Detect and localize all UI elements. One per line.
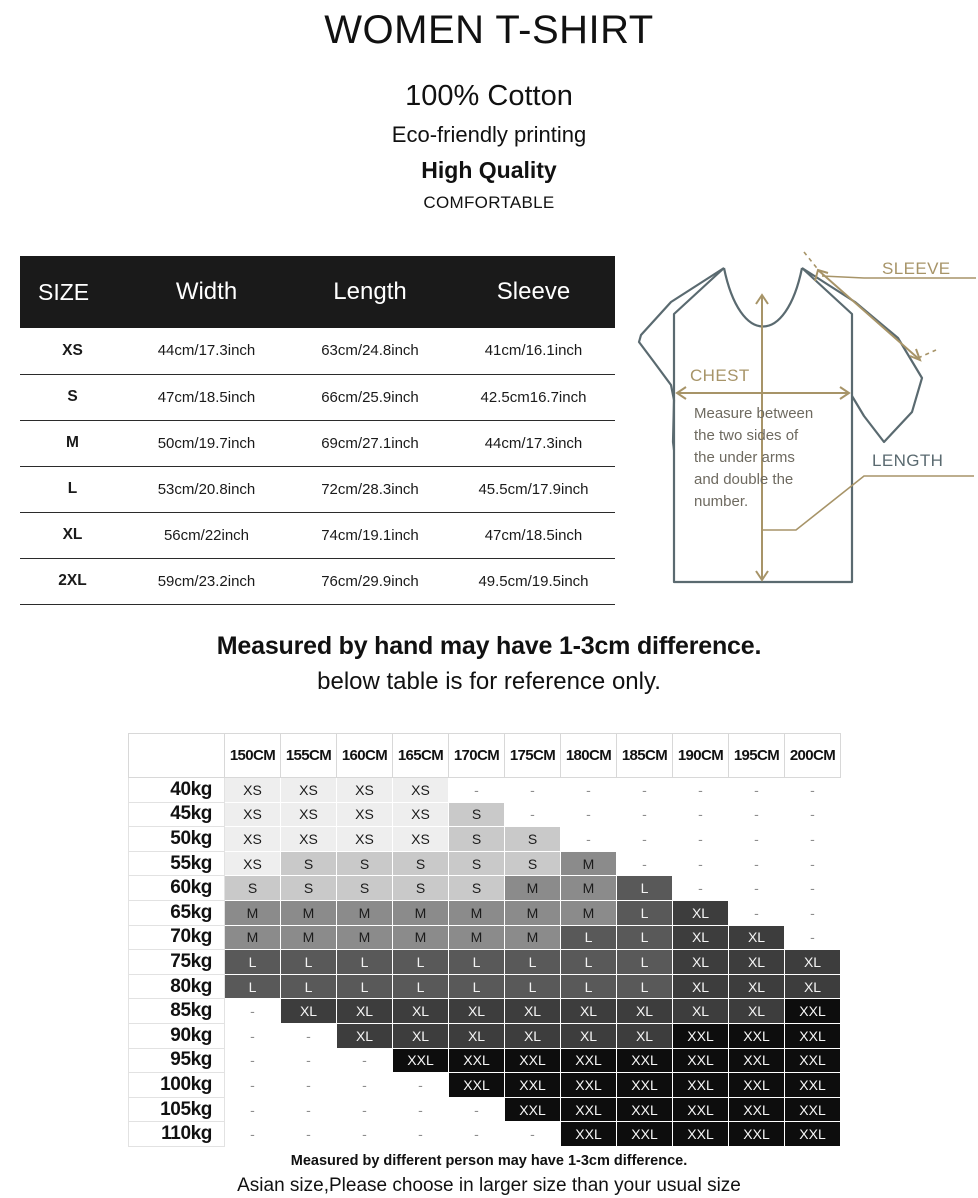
size-recommendation-cell: - [617, 802, 673, 827]
size-recommendation-cell: XL [505, 999, 561, 1024]
size-recommendation-cell: XXL [393, 1048, 449, 1073]
size-recommendation-cell: XXL [505, 1097, 561, 1122]
table-row [129, 999, 841, 1024]
size-recommendation-cell: - [561, 802, 617, 827]
size-recommendation-cell: L [617, 950, 673, 975]
weight-row-label: 40kg [129, 778, 225, 803]
size-cell-size: M [20, 420, 125, 466]
subtitle-quality: High Quality [421, 156, 557, 183]
size-recommendation-cell: XXL [673, 1097, 729, 1122]
size-recommendation-cell: XL [393, 1023, 449, 1048]
size-cell-size: XS [20, 328, 125, 374]
size-recommendation-cell: XXL [785, 1122, 841, 1147]
size-recommendation-cell: XL [729, 925, 785, 950]
footer-regular-line: Asian size,Please choose in larger size than your usual size [237, 1174, 741, 1196]
height-column-header: 170CM [449, 734, 505, 778]
size-recommendation-cell: - [393, 1122, 449, 1147]
size-recommendation-cell: XS [225, 827, 281, 852]
weight-row-label: 85kg [129, 999, 225, 1024]
size-recommendation-cell: L [561, 950, 617, 975]
size-recommendation-cell: S [281, 876, 337, 901]
height-column-header: 150CM [225, 734, 281, 778]
svg-text:Measure between: Measure between [694, 405, 814, 422]
size-recommendation-cell: S [505, 827, 561, 852]
table-row [129, 1122, 841, 1147]
size-recommendation-cell: - [729, 827, 785, 852]
size-recommendation-cell: M [393, 900, 449, 925]
size-recommendation-cell: XL [673, 925, 729, 950]
size-recommendation-cell: S [393, 876, 449, 901]
size-recommendation-cell: - [617, 851, 673, 876]
size-recommendation-cell: XS [393, 778, 449, 803]
size-recommendation-cell: XL [673, 974, 729, 999]
size-recommendation-cell: XS [281, 778, 337, 803]
size-recommendation-cell: XS [393, 827, 449, 852]
size-recommendation-cell: M [337, 900, 393, 925]
table-row [129, 802, 841, 827]
size-recommendation-cell: XL [673, 900, 729, 925]
table-row [20, 466, 615, 512]
size-recommendation-cell: XXL [561, 1048, 617, 1073]
height-column-header: 190CM [673, 734, 729, 778]
size-recommendation-cell: - [729, 900, 785, 925]
height-column-header: 165CM [393, 734, 449, 778]
size-cell-sleeve: 45.5cm/17.9inch [452, 466, 615, 512]
size-recommendation-cell: XL [281, 999, 337, 1024]
table-row [129, 1023, 841, 1048]
measurements-section [0, 250, 978, 615]
size-recommendation-cell: - [673, 851, 729, 876]
size-recommendation-cell: M [449, 925, 505, 950]
size-recommendation-cell: XL [673, 999, 729, 1024]
size-recommendation-cell: XS [337, 802, 393, 827]
weight-row-label: 110kg [129, 1122, 225, 1147]
size-recommendation-cell: - [505, 802, 561, 827]
size-cell-length: 76cm/29.9inch [288, 558, 452, 604]
size-recommendation-cell: L [281, 950, 337, 975]
table-row [129, 900, 841, 925]
svg-text:number.: number. [694, 493, 749, 510]
size-recommendation-cell: L [561, 974, 617, 999]
size-recommendation-cell: - [785, 876, 841, 901]
size-recommendation-cell: - [337, 1073, 393, 1098]
table-row [129, 1097, 841, 1122]
table-row [20, 512, 615, 558]
weight-row-label: 60kg [129, 876, 225, 901]
table-row [20, 328, 615, 374]
size-recommendation-cell: - [785, 851, 841, 876]
size-table-header-row [20, 256, 615, 328]
size-recommendation-cell: XL [561, 1023, 617, 1048]
size-recommendation-cell: - [449, 778, 505, 803]
size-recommendation-cell: S [449, 827, 505, 852]
size-recommendation-cell: - [225, 1023, 281, 1048]
size-recommendation-cell: XXL [673, 1073, 729, 1098]
size-recommendation-cell: - [561, 778, 617, 803]
size-recommendation-cell: - [729, 778, 785, 803]
sleeve-measure-arrow [815, 270, 920, 360]
size-recommendation-cell: L [225, 974, 281, 999]
size-recommendation-cell: L [617, 876, 673, 901]
size-recommendation-cell: XS [393, 802, 449, 827]
height-column-header: 180CM [561, 734, 617, 778]
height-weight-size-chart [128, 733, 840, 1147]
size-recommendation-cell: L [225, 950, 281, 975]
chart-corner-cell [129, 734, 225, 778]
size-recommendation-cell: XL [617, 999, 673, 1024]
size-recommendation-cell: L [337, 950, 393, 975]
size-recommendation-cell: L [449, 950, 505, 975]
size-recommendation-cell: - [673, 802, 729, 827]
size-recommendation-cell: - [449, 1097, 505, 1122]
size-recommendation-cell: L [505, 974, 561, 999]
size-recommendation-cell: S [449, 802, 505, 827]
size-recommendation-cell: XXL [505, 1048, 561, 1073]
size-recommendation-cell: XXL [617, 1122, 673, 1147]
size-recommendation-cell: - [337, 1097, 393, 1122]
size-recommendation-cell: XXL [673, 1122, 729, 1147]
size-recommendation-cell: M [225, 925, 281, 950]
size-recommendation-cell: S [393, 851, 449, 876]
weight-row-label: 70kg [129, 925, 225, 950]
measurement-disclaimer [0, 630, 978, 698]
size-recommendation-cell: XL [449, 999, 505, 1024]
column-header-sleeve: Sleeve [452, 256, 615, 328]
subtitle-comfort: COMFORTABLE [423, 192, 555, 212]
table-row [129, 1048, 841, 1073]
size-cell-length: 66cm/25.9inch [288, 374, 452, 420]
subtitle-printing: Eco-friendly printing [391, 122, 587, 148]
size-recommendation-cell: XL [729, 950, 785, 975]
size-recommendation-cell: XXL [561, 1122, 617, 1147]
height-column-header: 200CM [785, 734, 841, 778]
page-header [0, 0, 978, 213]
size-recommendation-cell: - [785, 802, 841, 827]
size-recommendation-cell: XL [785, 974, 841, 999]
size-recommendation-cell: M [505, 876, 561, 901]
tshirt-measurement-diagram [636, 250, 978, 610]
size-recommendation-cell: - [505, 1122, 561, 1147]
size-recommendation-cell: L [393, 974, 449, 999]
size-recommendation-cell: - [673, 876, 729, 901]
table-row [129, 974, 841, 999]
weight-row-label: 45kg [129, 802, 225, 827]
size-recommendation-cell: XXL [729, 1023, 785, 1048]
size-recommendation-cell: L [281, 974, 337, 999]
size-recommendation-cell: - [617, 778, 673, 803]
page-title: WOMEN T-SHIRT [324, 8, 654, 52]
size-recommendation-cell: XXL [673, 1048, 729, 1073]
size-recommendation-cell: - [225, 1097, 281, 1122]
disclaimer-regular-line: below table is for reference only. [317, 667, 661, 695]
size-recommendation-cell: - [281, 1097, 337, 1122]
size-cell-size: XL [20, 512, 125, 558]
size-recommendation-cell: - [281, 1048, 337, 1073]
size-recommendation-cell: XS [337, 778, 393, 803]
size-cell-width: 50cm/19.7inch [125, 420, 288, 466]
svg-text:the two sides of: the two sides of [694, 427, 799, 444]
size-recommendation-cell: - [449, 1122, 505, 1147]
size-recommendation-cell: S [281, 851, 337, 876]
weight-row-label: 80kg [129, 974, 225, 999]
column-header-length: Length [288, 256, 452, 328]
height-column-header: 185CM [617, 734, 673, 778]
size-recommendation-cell: - [785, 778, 841, 803]
table-row [129, 778, 841, 803]
size-recommendation-cell: XXL [617, 1097, 673, 1122]
size-recommendation-cell: - [561, 827, 617, 852]
size-recommendation-cell: S [337, 876, 393, 901]
size-cell-length: 63cm/24.8inch [288, 328, 452, 374]
size-cell-length: 69cm/27.1inch [288, 420, 452, 466]
table-row [20, 420, 615, 466]
size-recommendation-cell: M [449, 900, 505, 925]
size-cell-length: 72cm/28.3inch [288, 466, 452, 512]
size-recommendation-cell: M [281, 925, 337, 950]
height-column-header: 155CM [281, 734, 337, 778]
size-recommendation-cell: L [617, 925, 673, 950]
size-recommendation-cell: - [225, 1122, 281, 1147]
size-recommendation-cell: - [225, 1073, 281, 1098]
size-recommendation-cell: - [281, 1023, 337, 1048]
size-recommendation-cell: XXL [785, 1023, 841, 1048]
size-recommendation-cell: - [225, 999, 281, 1024]
size-cell-size: S [20, 374, 125, 420]
size-recommendation-cell: XXL [785, 1048, 841, 1073]
size-recommendation-cell: - [281, 1122, 337, 1147]
svg-text:the under arms: the under arms [694, 449, 795, 466]
weight-row-label: 105kg [129, 1097, 225, 1122]
size-recommendation-cell: XL [785, 950, 841, 975]
size-recommendation-cell: - [729, 876, 785, 901]
size-cell-width: 44cm/17.3inch [125, 328, 288, 374]
subtitle-material: 100% Cotton [405, 80, 573, 112]
height-column-header: 195CM [729, 734, 785, 778]
size-recommendation-cell: L [393, 950, 449, 975]
size-recommendation-cell: M [281, 900, 337, 925]
size-recommendation-cell: XXL [449, 1073, 505, 1098]
sleeve-label: SLEEVE [882, 259, 951, 278]
size-recommendation-cell: XS [225, 778, 281, 803]
height-column-header: 160CM [337, 734, 393, 778]
size-recommendation-cell: - [225, 1048, 281, 1073]
size-recommendation-cell: M [505, 900, 561, 925]
size-recommendation-cell: - [393, 1073, 449, 1098]
tshirt-outline-path [639, 268, 922, 582]
weight-row-label: 95kg [129, 1048, 225, 1073]
size-recommendation-cell: XL [673, 950, 729, 975]
column-header-width: Width [125, 256, 288, 328]
table-row [129, 876, 841, 901]
page-footer [0, 1152, 978, 1198]
size-cell-width: 56cm/22inch [125, 512, 288, 558]
size-recommendation-cell: XXL [729, 1097, 785, 1122]
size-recommendation-cell: XXL [785, 1073, 841, 1098]
size-recommendation-cell: XL [393, 999, 449, 1024]
size-recommendation-cell: XS [225, 851, 281, 876]
size-recommendation-cell: M [561, 900, 617, 925]
size-recommendation-cell: - [617, 827, 673, 852]
size-recommendation-cell: M [225, 900, 281, 925]
size-recommendation-cell: S [337, 851, 393, 876]
size-recommendation-cell: L [449, 974, 505, 999]
size-cell-size: 2XL [20, 558, 125, 604]
size-recommendation-cell: XL [337, 1023, 393, 1048]
size-recommendation-cell: M [561, 851, 617, 876]
weight-row-label: 50kg [129, 827, 225, 852]
size-cell-sleeve: 49.5cm/19.5inch [452, 558, 615, 604]
size-cell-sleeve: 44cm/17.3inch [452, 420, 615, 466]
size-recommendation-cell: S [449, 876, 505, 901]
chest-instruction-text [694, 405, 813, 510]
size-recommendation-cell: - [505, 778, 561, 803]
size-cell-sleeve: 42.5cm16.7inch [452, 374, 615, 420]
size-recommendation-cell: XXL [561, 1073, 617, 1098]
size-recommendation-cell: - [337, 1122, 393, 1147]
size-recommendation-cell: XXL [673, 1023, 729, 1048]
size-recommendation-cell: M [561, 876, 617, 901]
size-recommendation-cell: M [505, 925, 561, 950]
length-label: LENGTH [872, 451, 944, 470]
height-weight-table [128, 733, 841, 1147]
size-recommendation-cell: XL [729, 974, 785, 999]
size-cell-sleeve: 47cm/18.5inch [452, 512, 615, 558]
size-recommendation-cell: S [225, 876, 281, 901]
size-recommendation-cell: S [449, 851, 505, 876]
size-cell-width: 53cm/20.8inch [125, 466, 288, 512]
size-recommendation-cell: XS [225, 802, 281, 827]
weight-row-label: 75kg [129, 950, 225, 975]
size-recommendation-cell: - [673, 778, 729, 803]
weight-row-label: 100kg [129, 1073, 225, 1098]
size-cell-width: 59cm/23.2inch [125, 558, 288, 604]
size-recommendation-cell: XXL [729, 1048, 785, 1073]
size-cell-length: 74cm/19.1inch [288, 512, 452, 558]
size-recommendation-cell: L [561, 925, 617, 950]
size-recommendation-cell: L [337, 974, 393, 999]
size-recommendation-cell: XL [505, 1023, 561, 1048]
size-recommendation-cell: XXL [617, 1048, 673, 1073]
size-recommendation-cell: XS [281, 827, 337, 852]
size-recommendation-cell: XXL [785, 999, 841, 1024]
size-recommendation-cell: - [281, 1073, 337, 1098]
size-cell-sleeve: 41cm/16.1inch [452, 328, 615, 374]
disclaimer-bold-line: Measured by hand may have 1-3cm difference. [216, 632, 762, 660]
size-recommendation-cell: XL [729, 999, 785, 1024]
size-recommendation-cell: XXL [785, 1097, 841, 1122]
weight-row-label: 65kg [129, 900, 225, 925]
chest-label: CHEST [690, 366, 750, 385]
size-recommendation-cell: - [729, 802, 785, 827]
table-row [129, 1073, 841, 1098]
size-recommendation-cell: XL [449, 1023, 505, 1048]
size-recommendation-cell: M [337, 925, 393, 950]
size-recommendation-cell: - [337, 1048, 393, 1073]
size-recommendation-cell: XL [337, 999, 393, 1024]
size-recommendation-cell: L [505, 950, 561, 975]
weight-row-label: 90kg [129, 1023, 225, 1048]
size-recommendation-cell: L [617, 974, 673, 999]
size-recommendation-cell: - [785, 827, 841, 852]
size-recommendation-cell: XL [617, 1023, 673, 1048]
svg-text:and double the: and double the [694, 471, 794, 488]
weight-row-label: 55kg [129, 851, 225, 876]
size-recommendation-cell: M [393, 925, 449, 950]
size-recommendation-cell: L [617, 900, 673, 925]
table-row [20, 558, 615, 604]
size-recommendation-cell: XXL [729, 1073, 785, 1098]
size-recommendation-cell: XL [561, 999, 617, 1024]
table-row [129, 925, 841, 950]
table-row [129, 950, 841, 975]
table-row [129, 851, 841, 876]
size-cell-size: L [20, 466, 125, 512]
size-recommendation-cell: XS [337, 827, 393, 852]
size-recommendation-cell: - [673, 827, 729, 852]
size-measurement-table [20, 256, 615, 605]
size-recommendation-cell: XXL [449, 1048, 505, 1073]
size-recommendation-cell: XXL [617, 1073, 673, 1098]
table-row [129, 827, 841, 852]
size-recommendation-cell: XS [281, 802, 337, 827]
size-recommendation-cell: XXL [561, 1097, 617, 1122]
size-recommendation-cell: S [505, 851, 561, 876]
column-header-size: SIZE [20, 256, 125, 328]
table-row [20, 374, 615, 420]
footer-bold-line: Measured by different person may have 1-3cm difference. [290, 1153, 688, 1169]
height-weight-header-row [129, 734, 841, 778]
size-recommendation-cell: - [785, 925, 841, 950]
size-cell-width: 47cm/18.5inch [125, 374, 288, 420]
size-recommendation-cell: XXL [729, 1122, 785, 1147]
size-recommendation-cell: - [393, 1097, 449, 1122]
height-column-header: 175CM [505, 734, 561, 778]
size-recommendation-cell: - [729, 851, 785, 876]
size-recommendation-cell: - [785, 900, 841, 925]
size-recommendation-cell: XXL [505, 1073, 561, 1098]
